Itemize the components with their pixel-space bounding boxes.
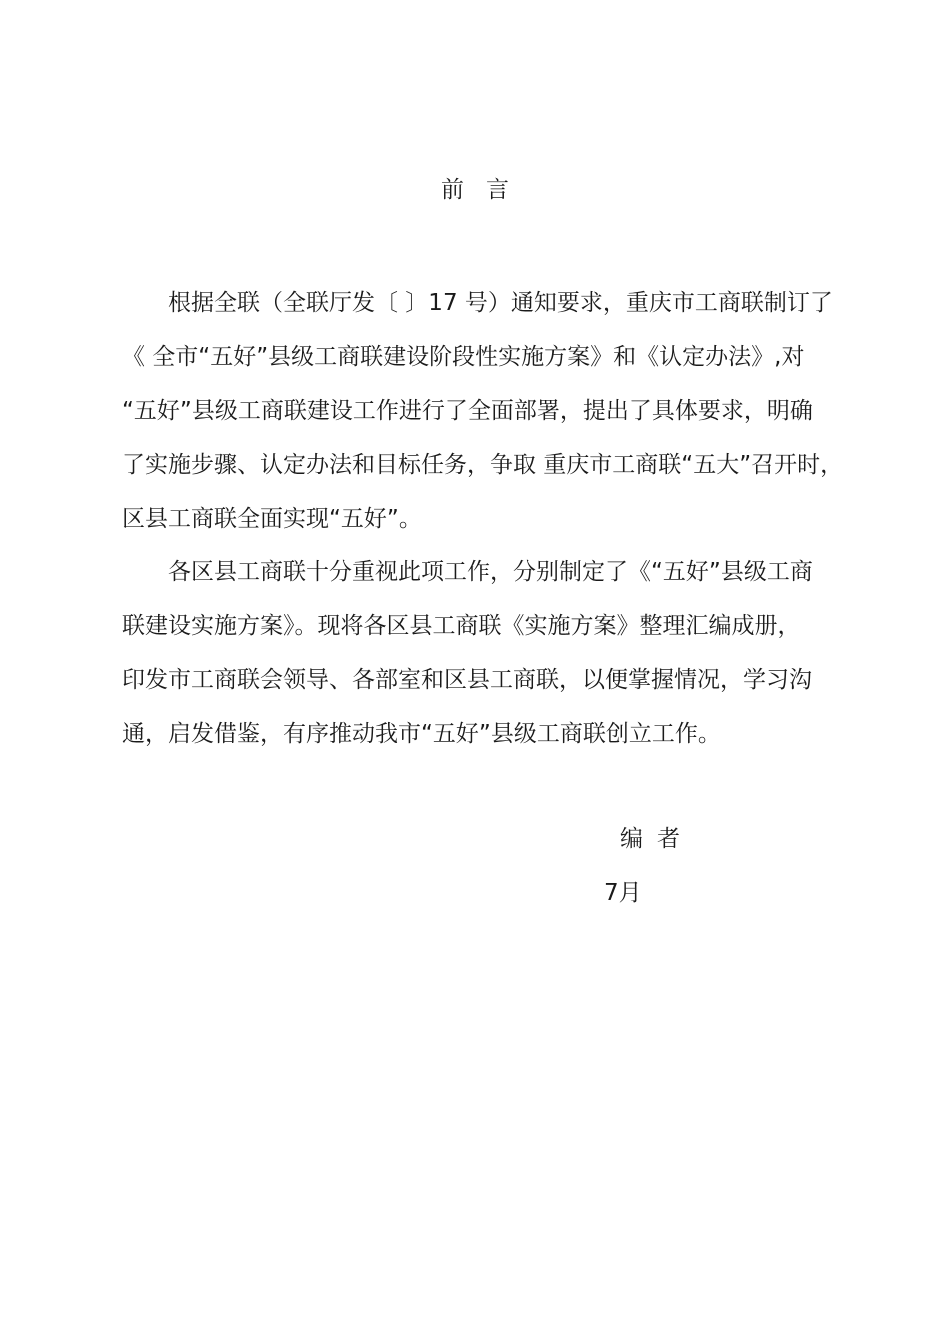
signature-author: 编者 — [620, 826, 694, 852]
paragraph-1 — [122, 283, 844, 553]
paragraph-line: 了实施步骤、认定办法和目标任务，争取 重庆市工商联“五大”召开时， — [122, 452, 844, 478]
paragraph-line: 各区县工商联十分重视此项工作，分别制定了《“五好”县级工商 — [168, 559, 813, 585]
paragraph-2 — [122, 552, 838, 768]
paragraph-line: 印发市工商联会领导、各部室和区县工商联，以便掌握情况，学习沟 — [122, 667, 812, 693]
paragraph-line: 区县工商联全面实现“五好”。 — [122, 506, 422, 532]
paragraph-line: “五好”县级工商联建设工作进行了全面部署，提出了具体要求，明确 — [122, 398, 813, 424]
paragraph-line: 根据全联（全联厅发〔 〕17 号）通知要求，重庆市工商联制订了 — [168, 290, 833, 316]
paragraph-line: 通，启发借鉴，有序推动我市“五好”县级工商联创立工作。 — [122, 721, 721, 747]
paragraph-line: 联建设实施方案》。现将各区县工商联《实施方案》整理汇编成册， — [122, 613, 801, 639]
paragraph-line: 《 全市“五好”县级工商联建设阶段性实施方案》和《认定办法》,对 — [122, 344, 805, 370]
signature-date: 7月 — [604, 880, 642, 906]
page-title: 前言 — [441, 177, 531, 203]
